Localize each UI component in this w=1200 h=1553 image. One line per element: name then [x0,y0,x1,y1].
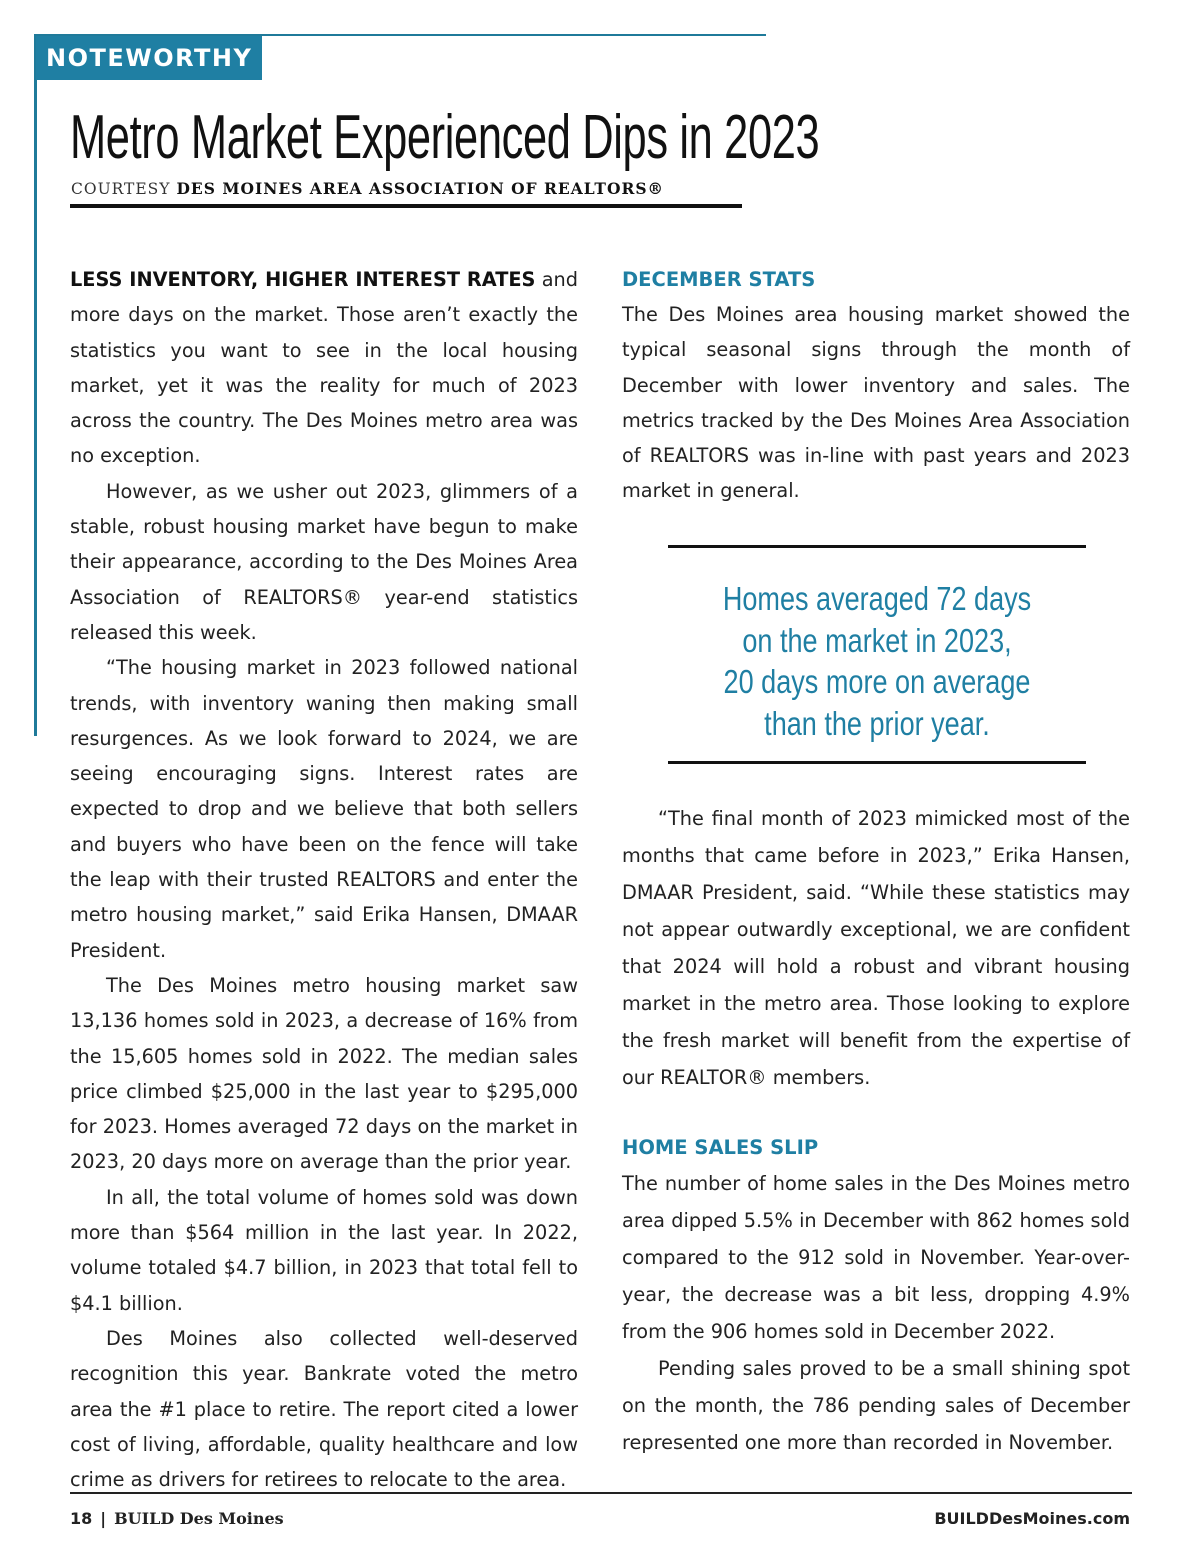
page-folio [70,1507,284,1531]
section-spacer [622,1096,1130,1130]
body-paragraph: The number of home sales in the Des Moines metro area dipped 5.5% in December with 862 homes sold compared to the 912 sold in November. Year-over-year, the decrease was a bit less, dropping 4.9% from the 906 homes sold in December 2022. [622,1172,1130,1343]
lead-paragraph [70,262,578,474]
article-credit [71,179,664,199]
website-link[interactable]: BUILDDesMoines.com [934,1509,1130,1528]
pull-quote-line: Homes averaged 72 days [722,580,1032,617]
body-paragraph: In all, the total volume of homes sold was down more than $564 million in the last year. In 2022, volume totaled $4.7 billion, in 2023 that total fell to $4.1 billion. [70,1185,578,1315]
header-frame-left-rule [34,34,37,736]
magazine-name: BUILD Des Moines [114,1509,284,1528]
lead-caps: LESS INVENTORY, HIGHER INTEREST RATES [70,268,536,291]
right-column-bottom [622,800,1130,1461]
page-number: 18 [70,1509,93,1528]
right-column-top [622,262,1130,509]
body-paragraph: However, as we usher out 2023, glimmers of a stable, robust housing market have begun to make their appearance, according to the Des Moines Area Association of REALTORS® year-end statistics released this week. [70,479,578,644]
pull-quote-line: than the prior year. [764,704,990,742]
left-column [70,262,578,1497]
body-paragraph: The Des Moines metro housing market saw 13,136 homes sold in 2023, a decrease of 16% from the 15,605 homes sold in 2022. The median sales price climbed $25,000 in the last year to $295,000 for 2023. Homes averaged 72 days on the market in 2023, 20 days more on average than the prior year. [70,973,578,1174]
pull-quote-line: on the market in 2023, [742,621,1012,659]
pull-quote [668,578,1086,744]
december-stats-heading: DECEMBER STATS [622,268,816,291]
home-sales-heading: HOME SALES SLIP [622,1136,819,1159]
body-paragraph: Des Moines also collected well-deserved recognition this year. Bankrate voted the metro area the #1 place to retire. The report cited a lower cost of living, affordable, quality healthcare and low crime as drivers for retirees to relocate to the area. [70,1326,578,1492]
lead-text: and more days on the market. Those aren’t exactly the statistics you want to see in the local housing market, yet it was the reality for much of 2023 across the country. The Des Moines metro area was no exception. [70,268,578,468]
article-title: Metro Market Experienced Dips in 2023 [70,103,820,172]
folio-separator: | [100,1509,107,1528]
pull-quote-line: 20 days more on average [723,663,1031,700]
footer-rule [70,1492,1132,1494]
title-underline [70,204,742,208]
body-paragraph: Pending sales proved to be a small shining spot on the month, the 786 pending sales of December represented one more than recorded in November. [622,1357,1130,1454]
pull-quote-bottom-rule [668,761,1086,764]
december-stats-text: The Des Moines area housing market showed the typical seasonal signs through the month of December with lower inventory and sales. The metrics tracked by the Des Moines Area Association of REALTORS was in-line with past years and 2023 market in general. [622,303,1130,503]
body-paragraph: “The housing market in 2023 followed national trends, with inventory waning then making small resurgences. As we look forward to 2024, we are seeing encouraging signs. Interest rates are expected to drop and we believe that both sellers and buyers who have been on the fence will take the leap with their trusted REALTORS and enter the metro housing market,” said Erika Hansen, DMAAR President. [70,656,578,962]
section-tag: NOTEWORTHY [36,36,262,80]
quote-paragraph: “The final month of 2023 mimicked most of the months that came before in 2023,” Erika Hansen, DMAAR President, said. “While these statistics may not appear outwardly exceptional, we are confident that 2024 will hold a robust and vibrant housing market in the metro area. Those looking to explore the fresh market will benefit from the expertise of our REALTOR® members. [622,807,1130,1089]
credit-prefix: COURTESY [71,180,171,198]
credit-source: DES MOINES AREA ASSOCIATION OF REALTORS® [176,179,665,198]
pull-quote-top-rule [668,545,1086,548]
